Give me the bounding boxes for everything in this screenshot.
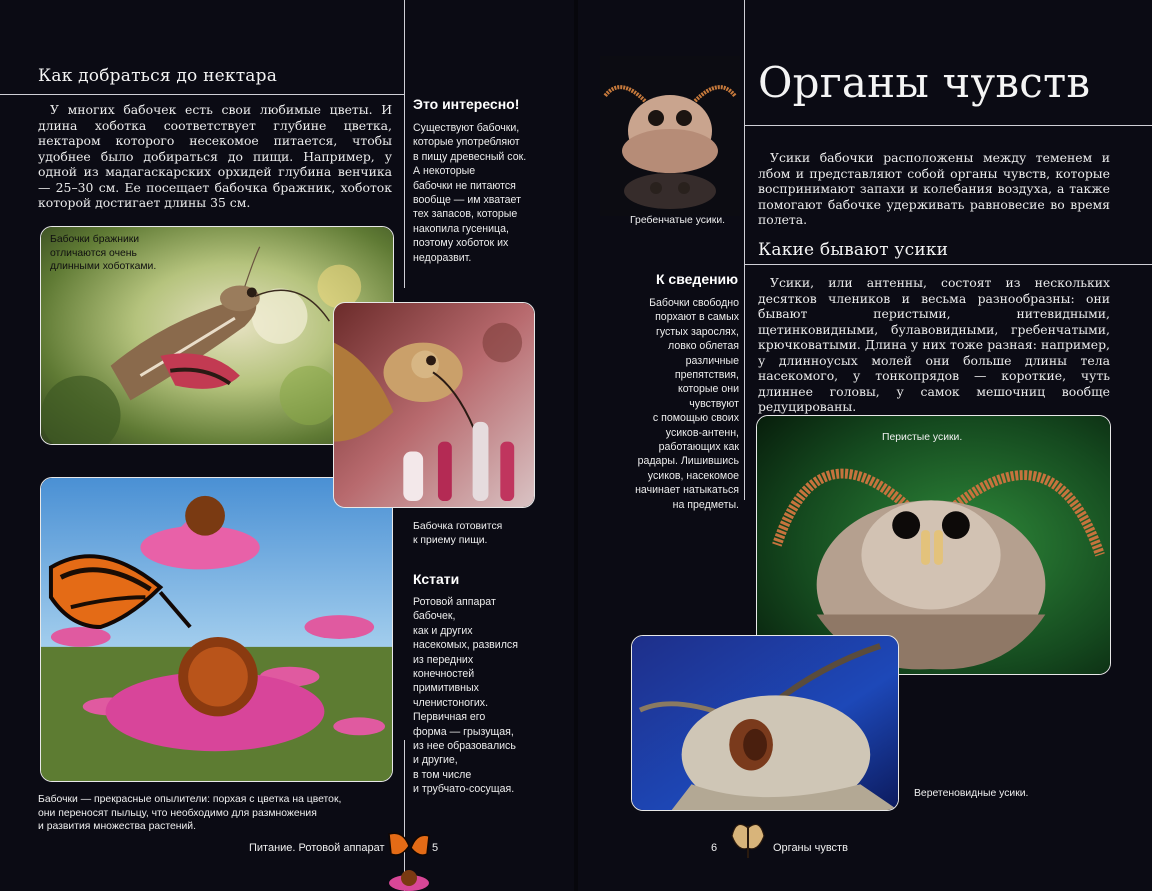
footer-moth-icon [728, 818, 768, 863]
caption-pollinators: Бабочки — прекрасные опылители: порхая с цветка на цветок, они переносят пыльцу, что необходимо для размножения и развития множества растений. [38, 794, 342, 832]
chapter-title: Органы чувств [758, 58, 1091, 107]
section-title-nectar: Как добраться до нектара [38, 66, 278, 86]
monarch-flowers-illustration [41, 478, 392, 781]
right-page [578, 0, 1152, 891]
photo-feeding-butterfly [333, 302, 535, 508]
sidebar-note-text: Бабочки свободно порхают в самых густых зарослях, ловко облетая различные препятствия, которые они чувствуют с помощью своих усиков-антенн, работающих как радары. Лишившись усиков, насекомое начинает натыкаться на предметы. [635, 297, 739, 511]
sidebar-interesting-text: Существуют бабочки, которые употребляют в пищу древесный сок. А некоторые бабочки не питаются вообще — им хватает тех запасов, которые накопила гусеница, поэтому хоботок их недоразвит. [413, 122, 527, 264]
photo-spindle-antennae [631, 635, 899, 811]
body-text-antennae: Усики, или антенны, состоят из нескольких десятков члеников и весьма разнообразны: они бывают перистыми, нитевидными, щетинковидными, булавовидными, гребенчатыми, крючковатыми. Длина у них тоже разная: например, у длинноусых молей они больше длины тела насекомого, у тонкопрядов — короткие, чуть длиннее головы, у самок мешочниц вообще редуцированы. [758, 275, 1110, 414]
section-title-antennae: Какие бывают усики [758, 240, 949, 260]
footer-butterfly-icon [383, 828, 435, 891]
photo-comb-antennae [600, 56, 740, 216]
feeding-butterfly-illustration [334, 303, 534, 507]
photo-monarch-flowers [40, 477, 393, 782]
left-page [0, 0, 574, 891]
caption-hawkmoth: Бабочки бражники отличаются очень длинными хоботками. [50, 234, 157, 272]
page-number-left: 5 [432, 842, 439, 854]
sidebar-note-title: К сведению [656, 271, 739, 287]
sidebar-interesting-title: Это интересно! [413, 96, 520, 112]
caption-feeding: Бабочка готовится к приему пищи. [413, 521, 503, 546]
body-text-nectar: У многих бабочек есть свои любимые цветы. И длина хоботка соответствует глубине цветка, нектаром которого несекомое питается, чтобы удобнее было добираться до пищи. Например, у одной из мадагаскарских орхидей глубина венчика — 25–30 см. Ее посещает бабочка бражник, хоботок которой достигает длины 35 см. [38, 102, 392, 210]
intro-text: Усики бабочки расположены между теменем и лбом и представляют собой органы чувств, которые воспринимают запахи и колебания воздуха, а также помогают бабочке удерживать равновесие во время полета. [758, 150, 1110, 227]
sidebar-by-the-way-title: Кстати [413, 571, 460, 587]
page-number-right: 6 [711, 842, 718, 854]
chapter-rule [744, 125, 1152, 126]
caption-feathery: Перистые усики. [882, 432, 963, 443]
caption-spindle: Веретеновидные усики. [914, 788, 1029, 799]
sidebar-by-the-way-text: Ротовой аппарат бабочек, как и других насекомых, развился из передних конечностей примитивных членистоногих. Первичная его форма — грызущая, из нее образовались и другие, в том числе и трубчато-сосущая. [413, 596, 518, 796]
section-rule [0, 94, 404, 95]
comb-antennae-illustration [600, 56, 740, 216]
footer-left-label: Питание. Ротовой аппарат [249, 842, 385, 854]
spindle-antennae-illustration [632, 636, 898, 810]
caption-comb: Гребенчатые усики. [630, 215, 726, 226]
footer-right-label: Органы чувств [773, 842, 848, 854]
sidebar-divider [404, 0, 405, 288]
section-rule-antennae [744, 264, 1152, 265]
right-sidebar-divider [744, 0, 745, 500]
